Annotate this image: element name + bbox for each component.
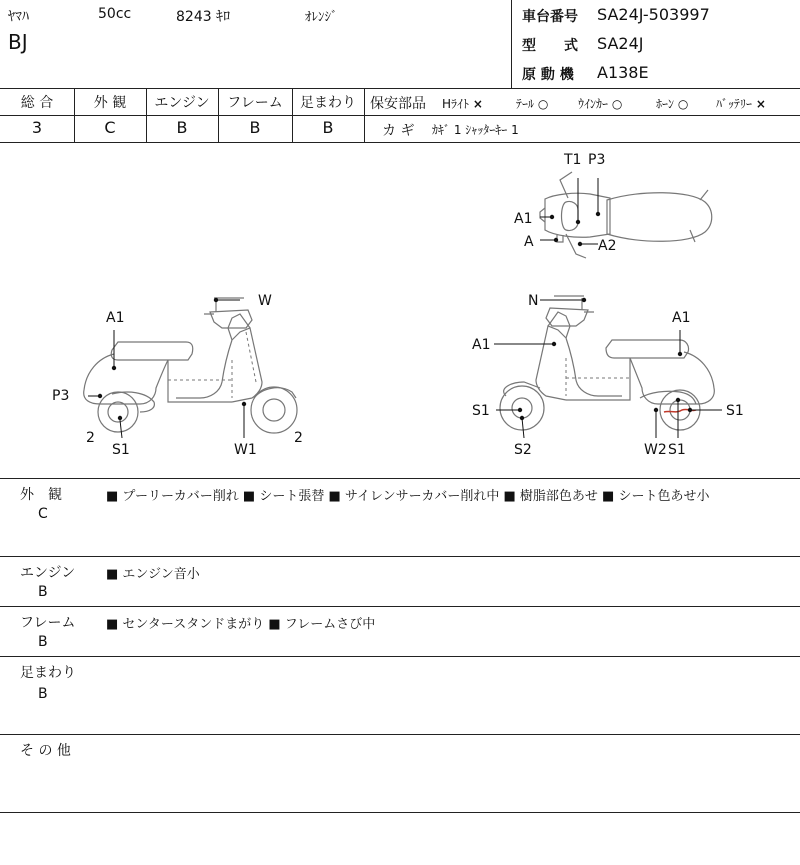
diagram-label: W: [258, 293, 272, 309]
engine-no-value: A138E: [597, 63, 649, 82]
displacement: 50cc: [98, 6, 132, 22]
grade-value-overall: 3: [31, 118, 43, 137]
diagram-label: W2: [644, 442, 667, 458]
damage-diagram: [0, 142, 800, 478]
grade-value-appearance: C: [104, 118, 116, 137]
divider: [0, 556, 800, 557]
divider: [0, 115, 800, 116]
grade-header-frame: フレーム: [227, 95, 283, 111]
type-label: 型 式: [522, 38, 578, 54]
diagram-label: W1: [234, 442, 257, 458]
safety-item-horn: ﾎｰﾝ ○: [656, 97, 689, 111]
remark-notes-engine: ■ エンジン音小: [106, 567, 200, 582]
divider: [0, 88, 800, 89]
divider: [511, 0, 512, 88]
mileage: 8243 ｷﾛ: [176, 9, 231, 25]
remark-title-appearance: 外 観: [20, 487, 62, 503]
scooter-top-view: [540, 172, 712, 258]
safety-item-headlight: Hﾗｲﾄ ×: [442, 97, 483, 111]
grade-header-engine: エンジン: [154, 95, 210, 111]
grade-header-appearance: 外 観: [93, 95, 127, 111]
grade-value-suspension: B: [322, 118, 334, 137]
color: ｵﾚﾝｼﾞ: [305, 10, 338, 25]
diagram-label: S1: [472, 403, 490, 419]
divider: [0, 606, 800, 607]
model-name: BJ: [8, 30, 28, 54]
diagram-label: T1: [564, 152, 582, 168]
diagram-label: P3: [588, 152, 606, 168]
remark-grade-appearance: C: [38, 506, 48, 522]
diagram-label: 2: [86, 430, 95, 446]
diagram-label: S1: [112, 442, 130, 458]
diagram-label: A1: [672, 310, 691, 326]
remark-title-engine: エンジン: [20, 565, 76, 581]
maker: ﾔﾏﾊ: [8, 9, 29, 25]
diagram-label: S1: [668, 442, 686, 458]
diagram-label: 2: [294, 430, 303, 446]
grade-value-engine: B: [176, 118, 188, 137]
frame-no-label: 車台番号: [522, 9, 578, 25]
remark-notes-frame: ■ センタースタンドまがり ■ フレームさび中: [106, 617, 376, 632]
safety-item-battery: ﾊﾞｯﾃﾘｰ ×: [716, 97, 766, 111]
engine-no-label: 原 動 機: [522, 67, 574, 83]
key-value: ｶｷﾞ 1 ｼｬｯﾀｰｷｰ 1: [432, 123, 519, 137]
safety-item-winker: ｳｲﾝｶｰ ○: [578, 97, 623, 111]
remark-title-other: そ の 他: [20, 743, 71, 759]
diagram-label: A1: [472, 337, 491, 353]
diagram-label: A1: [106, 310, 125, 326]
diagram-label: P3: [52, 388, 70, 404]
remark-notes-appearance: ■ プーリーカバー削れ ■ シート張替 ■ サイレンサーカバー削れ中 ■ 樹脂部色あせ ■ シート色あせ小: [106, 489, 710, 504]
grade-header-overall: 総 合: [20, 95, 54, 111]
diagram-label: S1: [726, 403, 744, 419]
diagram-label: N: [528, 293, 539, 309]
divider: [0, 656, 800, 657]
type-value: SA24J: [597, 34, 644, 53]
divider: [0, 812, 800, 813]
divider: [0, 734, 800, 735]
diagram-label: S2: [514, 442, 532, 458]
grade-value-frame: B: [249, 118, 261, 137]
diagram-label: A1: [514, 211, 533, 227]
remark-title-frame: フレーム: [20, 615, 76, 631]
remark-grade-engine: B: [38, 584, 48, 600]
diagram-label: A2: [598, 238, 617, 254]
grade-header-suspension: 足まわり: [300, 95, 356, 111]
key-label: カ ギ: [382, 123, 415, 139]
safety-label: 保安部品: [370, 96, 426, 112]
divider: [364, 88, 365, 142]
remark-title-suspension: 足まわり: [20, 665, 76, 681]
safety-item-tail: ﾃｰﾙ ○: [516, 97, 549, 111]
remark-grade-suspension: B: [38, 686, 48, 702]
divider: [0, 478, 800, 479]
remark-grade-frame: B: [38, 634, 48, 650]
diagram-label: A: [524, 234, 534, 250]
frame-no-value: SA24J-503997: [597, 5, 710, 24]
